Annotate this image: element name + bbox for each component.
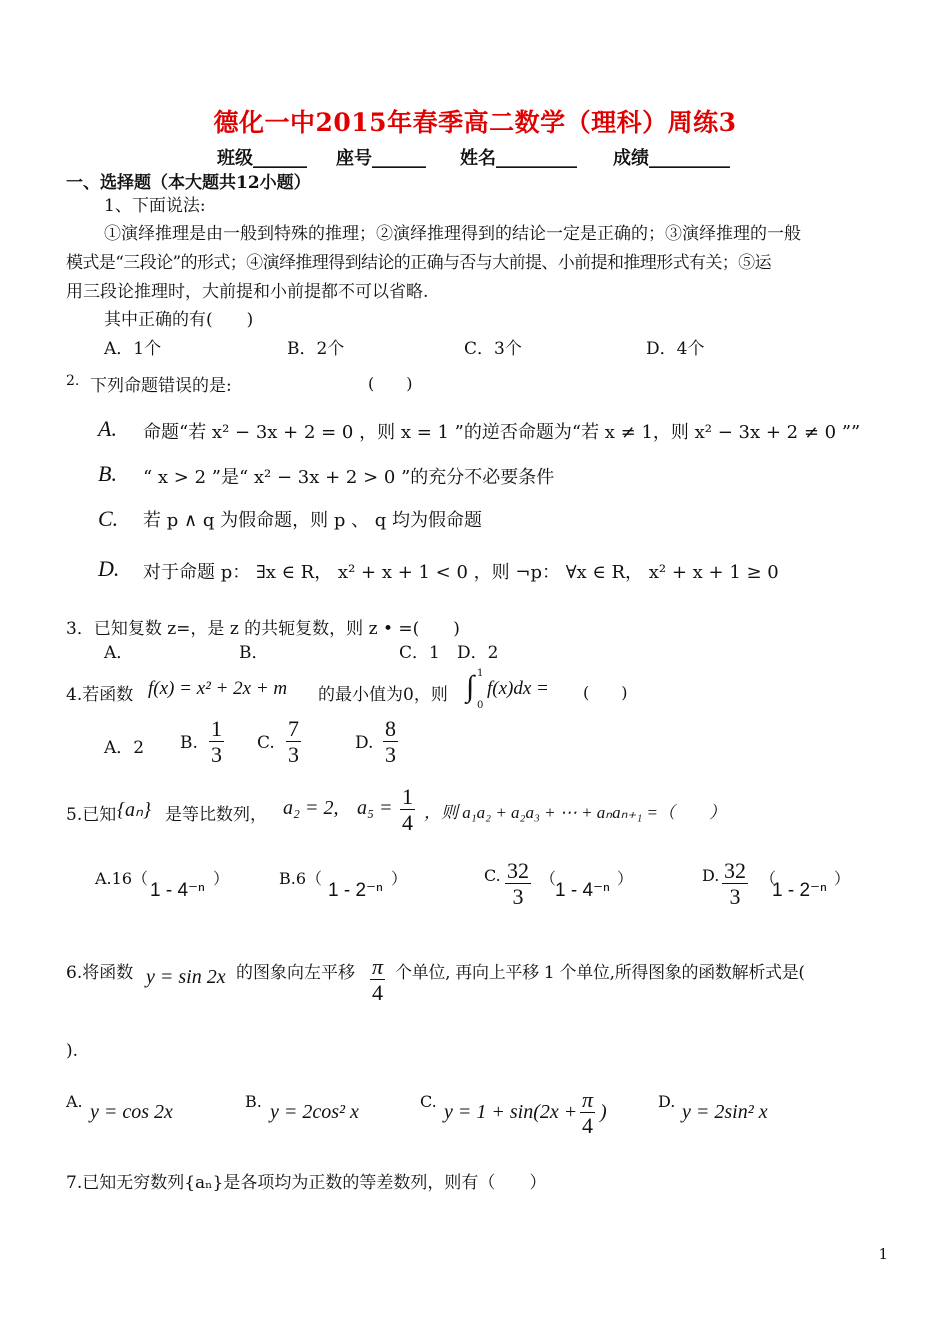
- q4-option-b-fraction: [209, 716, 224, 768]
- q1-option-b: B．2个: [287, 339, 345, 359]
- q6-option-c-close: ): [600, 1101, 607, 1123]
- q5-stem-suffix: ，则 a₁a₂ + a₂a₃ + ⋯ + aₙaₙ₊₁ =（ ）: [424, 803, 726, 822]
- q6-stem-end: ).: [66, 1041, 79, 1061]
- q1-option-a: A．1个: [104, 339, 162, 359]
- q2-option-a-letter: A.: [98, 416, 117, 441]
- q2-option-b: “ x > 2 ”是“ x² − 3x + 2 > 0 ”的充分不必要条件: [143, 467, 555, 488]
- q4-integral-upper: 1: [477, 668, 484, 679]
- q6-stem-middle: 的图象向左平移: [236, 963, 355, 983]
- q5-a5-denominator: 4: [402, 810, 413, 836]
- q6-stem-suffix: 个单位, 再向上平移 1 个单位,所得图象的函数解析式是(: [395, 963, 805, 983]
- q6-option-d-expression: y = 2sin² x: [682, 1101, 768, 1123]
- q1-ask: 其中正确的有( ): [104, 310, 254, 330]
- q4-option-c-denominator: 3: [288, 742, 299, 768]
- q5-option-d: D.: [702, 866, 720, 885]
- q4-option-b-numerator: 1: [211, 716, 222, 741]
- q3-stem: 3．已知复数 z=，是 z 的共轭复数，则 z • =( ): [66, 619, 460, 639]
- q1-stem: 1、下面说法:: [104, 196, 206, 216]
- q5-stem-middle: 是等比数列，: [165, 805, 267, 825]
- q5-option-a: A.16（: [95, 869, 149, 888]
- q5-option-a-expression: 1 - 4⁻ⁿ: [150, 880, 205, 901]
- page-title: 德化一中2015年春季高二数学（理科）周练3: [213, 108, 737, 137]
- q2-number: 2.: [66, 373, 80, 389]
- q5-option-d-expression: 1 - 2⁻ⁿ: [772, 880, 827, 901]
- seat-field: 座号______: [336, 148, 426, 169]
- q4-option-d-denominator: 3: [385, 742, 396, 768]
- q5-option-d-denominator: 3: [729, 884, 741, 910]
- q4-option-b: B.: [180, 733, 198, 753]
- q4-option-c: C.: [257, 733, 275, 753]
- q2-option-c: 若 p ∧ q 为假命题，则 p 、 q 均为假命题: [143, 510, 483, 531]
- section-heading: 一、选择题（本大题共12小题）: [66, 173, 311, 193]
- q5-option-c-numerator: 32: [507, 858, 529, 883]
- q6-shift-denominator: 4: [372, 980, 384, 1006]
- q4-option-d-fraction: [383, 716, 398, 768]
- q6-option-b-expression: y = 2cos² x: [270, 1101, 359, 1123]
- q4-integral: f(x)dx =: [487, 678, 549, 699]
- q2-option-d-letter: D.: [98, 556, 120, 581]
- q4-option-a: A．2: [104, 738, 145, 758]
- q5-sequence: {aₙ}: [117, 799, 151, 821]
- q2-option-d: 对于命题 p： ∃x ∈ R， x² + x + 1 < 0 ，则 ¬p： ∀x ∈ R， x² + x + 1 ≥ 0: [143, 562, 779, 583]
- q4-integral-lower: 0: [477, 700, 484, 711]
- q5-option-b: B.6（: [279, 869, 323, 888]
- q6-option-c-numerator: π: [582, 1087, 594, 1112]
- q5-option-d-numerator: 32: [724, 858, 746, 883]
- q3-option-b: B．: [239, 643, 269, 663]
- q3-option-a: A．: [104, 643, 134, 663]
- q5-a5: a₅ =: [357, 797, 393, 819]
- q4-paren: ( ): [583, 683, 628, 702]
- q6-option-c-denominator: 4: [582, 1113, 594, 1139]
- integral-symbol: ∫: [466, 670, 475, 703]
- q3-option-c: C．1: [399, 643, 440, 663]
- q7-stem: 7.已知无穷数列{aₙ}是各项均为正数的等差数列，则有（ ）: [66, 1173, 547, 1193]
- q6-option-d: D.: [658, 1092, 676, 1111]
- q1-line3: 用三段论推理时，大前提和小前提都不可以省略.: [66, 282, 429, 302]
- q5-stem-prefix: 5.已知: [66, 805, 117, 825]
- q5-option-c-close: ）: [617, 869, 634, 888]
- q5-option-d-open: （: [760, 869, 777, 888]
- q5-option-c-denominator: 3: [512, 884, 524, 910]
- q2-option-b-letter: B.: [98, 461, 117, 486]
- q6-option-b: B.: [245, 1092, 262, 1111]
- q5-a5-numerator: 1: [402, 784, 413, 809]
- q6-stem-prefix: 6.将函数: [66, 963, 134, 983]
- q5-option-d-close: ）: [834, 869, 851, 888]
- q6-function: y = sin 2x: [146, 966, 226, 988]
- q5-option-a-close: ）: [213, 869, 230, 888]
- q4-stem-prefix: 4.若函数: [66, 685, 134, 705]
- score-field: 成绩_________: [613, 148, 730, 169]
- q4-option-d-numerator: 8: [385, 716, 396, 741]
- q3-option-d: D．2: [457, 643, 499, 663]
- q2-stem: 下列命题错误的是:: [90, 376, 232, 396]
- q2-option-a: 命题“若 x² − 3x + 2 = 0 ，则 x = 1 ”的逆否命题为“若 x ≠ 1，则 x² − 3x + 2 ≠ 0 ””: [143, 422, 861, 443]
- name-field: 姓名_________: [460, 148, 577, 169]
- q1-option-c: C．3个: [464, 339, 522, 359]
- q2-paren: ( ): [368, 374, 413, 393]
- q5-option-c-open: （: [540, 869, 557, 888]
- q4-stem-middle: 的最小值为0，则: [318, 685, 448, 705]
- q6-option-a-expression: y = cos 2x: [90, 1101, 173, 1123]
- q6-option-c-expression: y = 1 + sin(2x +: [444, 1101, 578, 1123]
- q5-a5-fraction: [400, 784, 415, 836]
- class-field: 班级______: [217, 148, 307, 169]
- q5-option-b-close: ）: [391, 869, 408, 888]
- q5-option-b-expression: 1 - 2⁻ⁿ: [328, 880, 383, 901]
- q5-option-c-fraction: [505, 858, 531, 910]
- q4-option-d: D.: [355, 733, 374, 753]
- q5-option-c-expression: 1 - 4⁻ⁿ: [555, 880, 610, 901]
- q1-line2: 模式是“三段论”的形式；④演绎推理得到结论的正确与否与大前提、小前提和推理形式有关；⑤运: [66, 253, 771, 273]
- q5-option-c: C.: [484, 866, 501, 885]
- q1-option-d: D．4个: [646, 339, 705, 359]
- q6-option-a: A.: [66, 1092, 83, 1111]
- q6-shift-fraction: [370, 954, 385, 1006]
- q1-line1: ①演绎推理是由一般到特殊的推理；②演绎推理得到的结论一定是正确的；③演绎推理的一般: [104, 224, 801, 244]
- q5-a2: a₂ = 2,: [283, 797, 339, 819]
- q4-option-c-fraction: [286, 716, 301, 768]
- page-number: 1: [878, 1245, 888, 1263]
- q6-option-c-fraction: [580, 1087, 595, 1139]
- q4-option-c-numerator: 7: [288, 716, 299, 741]
- q4-option-b-denominator: 3: [211, 742, 222, 768]
- q5-option-d-fraction: [722, 858, 748, 910]
- q6-option-c: C.: [420, 1092, 437, 1111]
- q2-option-c-letter: C.: [98, 506, 119, 531]
- q6-shift-numerator: π: [372, 954, 384, 979]
- q4-function: f(x) = x² + 2x + m: [148, 678, 288, 699]
